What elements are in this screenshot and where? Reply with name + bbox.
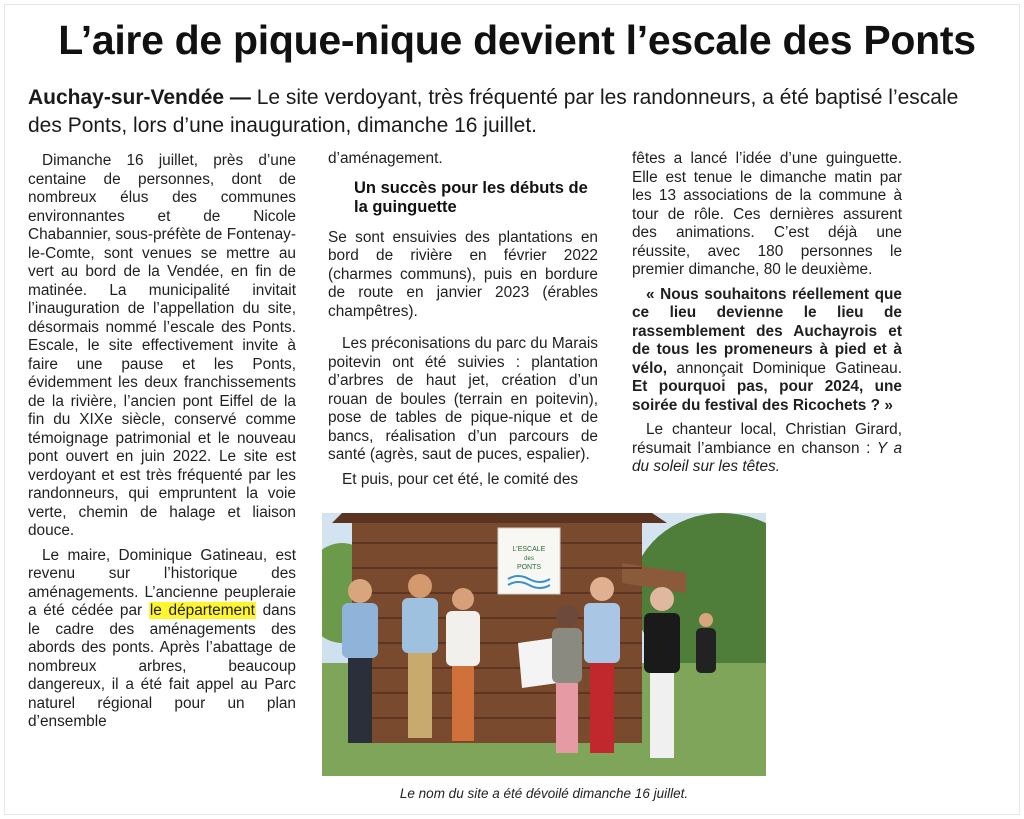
photo-caption: Le nom du site a été dévoilé dimanche 16 juillet. [399,786,689,801]
photo-sign-line-2: des [524,556,534,562]
column-1 [28,152,296,732]
lead-paragraph [28,84,993,140]
article-photo [322,513,766,776]
quote-part-1: « Nous souhaitons réellement que ce lieu devienne le lieu de rassemblement des Auchayrois et de tous les promeneurs à pied et à vélo, [632,285,902,377]
col3-p3-italic: Y a du soleil sur les têtes. [632,439,902,475]
col1-paragraph-2 [28,547,296,732]
col2-paragraph-0: d’aménagement. [328,150,443,167]
col3-paragraph-1: fêtes a lancé l’idée d’une guinguette. Elle est tenue le dimanche matin par les 13 associations de la commune à tour de rôle. Ces dernières assurent des animations. C’est déjà une réussite, avec 180 personnes le premier dimanche, 80 le deuxième. [632,150,902,278]
col3-p3-text: Le chanteur local, Christian Girard, résumait l’ambiance en chanson : [632,421,902,457]
lead-place: Auchay-sur-Vendée — [28,86,251,109]
photo-sign-line-3: PONTS [516,564,542,571]
col1-paragraph-1: Dimanche 16 juillet, près d’une centaine de personnes, dont de nombreux élus des communes environnantes et de Nicole Chabannier, sous-préfète de Fontenay-le-Comte, sont venues se mettre au vert au bord de la Vendée, en fin de matinée. La municipalité invitait l’inauguration de l’appellation du site, désormais nommé l’escale des Ponts. Escale, le site effectivement invite à faire une pause et les Ponts, évidemment les deux franchissements de la rivière, l’ancien pont Eiffel de la fin du XIXe siècle, conservé comme témoignage patrimonial et le nouveau pont ouvert en juin 2022. Le site est verdoyant et est très fréquenté par les randonneurs, qui empruntent la voie verte, chemin de halage et liaison douce. [28,152,296,539]
col1-p2-text-b: dans le cadre des aménagements des abords des ponts. Après l’abattage de nombreux arbres, beaucoup dangereux, il a été fait appel au Parc naturel régional pour un plan d’ensemble [28,602,296,730]
photo-illustration [322,513,766,776]
photo-shed-roof [332,513,667,523]
headline: L’aire de pique-nique devient l’escale des Ponts [58,17,976,63]
column-2 [328,150,598,489]
subheading: Un succès pour les débuts de la guinguette [354,178,588,216]
highlighted-text: le département [149,602,255,619]
col2-paragraph-1: Se sont ensuivies des plantations en bord de rivière en février 2022 (charmes communs), puis en bordure de route en janvier 2023 (érables champêtres). [328,228,598,320]
column-3 [632,150,902,477]
col3-quote-paragraph [632,286,902,416]
col3-paragraph-3 [632,421,902,477]
lead-text: Le site verdoyant, très fréquenté par les randonneurs, a été baptisé l’escale des Ponts, lors d’une inauguration, dimanche 16 juillet. [28,86,959,137]
col2-paragraph-2: Les préconisations du parc du Marais poitevin ont été suivies : plantation d’arbres de haut jet, création d’un rouan de boules (terrain en poitevin), pose de tables de pique-nique et de bancs, réalisation d’un parcours de santé (agrès, saut de puces, espalier). [328,335,598,463]
quote-attribution: annonçait Dominique Gatineau. [667,359,902,377]
photo-sign-line-1: L’ESCALE [512,546,546,553]
quote-part-2: Et pourquoi pas, pour 2024, une soirée du festival des Ricochets ? » [632,378,902,414]
col2-paragraph-3: Et puis, pour cet été, le comité des [342,470,579,488]
col1-p2-text-a: Le maire, Dominique Gatineau, est revenu sur l’historique des aménagements. L’ancienne peupleraie a été cédée par [28,546,296,619]
